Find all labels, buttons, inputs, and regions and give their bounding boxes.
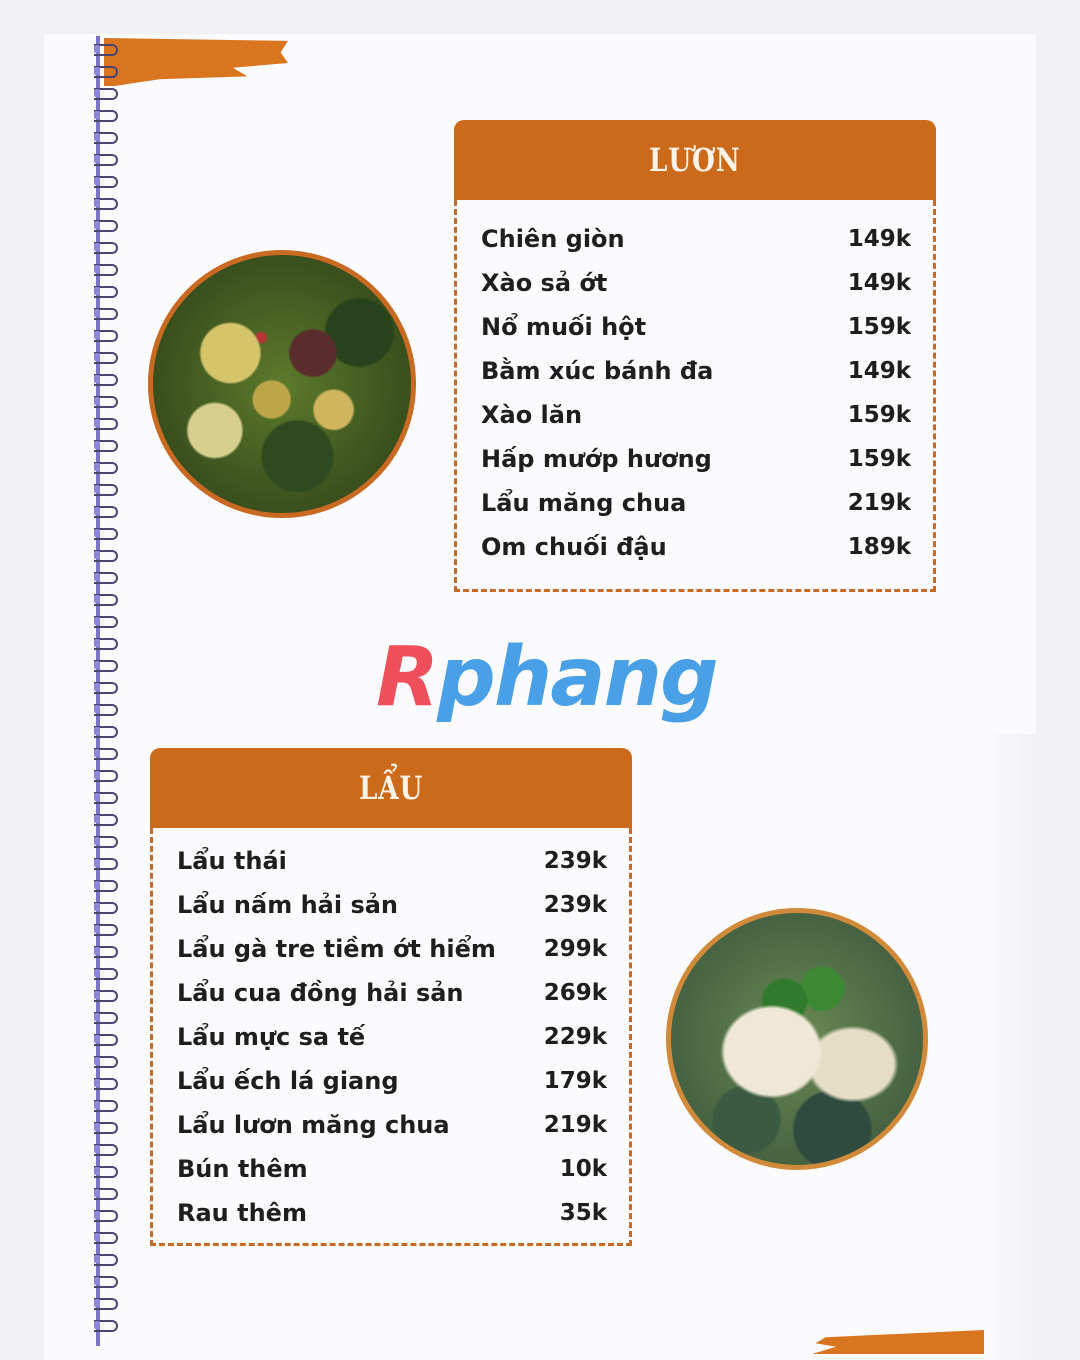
spiral-coil bbox=[94, 174, 120, 186]
item-name: Lẩu gà tre tiềm ớt hiểm bbox=[177, 935, 496, 963]
spiral-coil bbox=[94, 1252, 120, 1264]
spiral-coil bbox=[94, 1296, 120, 1308]
spiral-coil bbox=[94, 350, 120, 362]
item-price: 149k bbox=[847, 358, 911, 384]
section-luon-list bbox=[454, 200, 936, 592]
spiral-coil bbox=[94, 768, 120, 780]
item-name: Bằm xúc bánh đa bbox=[481, 357, 714, 385]
spiral-coil bbox=[94, 1076, 120, 1088]
spiral-coil bbox=[94, 812, 120, 824]
spiral-coil bbox=[94, 1098, 120, 1110]
spiral-coil bbox=[94, 1318, 120, 1330]
menu-item bbox=[481, 353, 911, 389]
watermark-logo bbox=[376, 628, 716, 728]
spiral-coil bbox=[94, 86, 120, 98]
spiral-coil bbox=[94, 42, 120, 54]
spiral-coil bbox=[94, 394, 120, 406]
menu-item bbox=[481, 485, 911, 521]
menu-item bbox=[481, 221, 911, 257]
item-price: 10k bbox=[559, 1156, 607, 1182]
menu-item bbox=[177, 1195, 607, 1231]
spiral-coil bbox=[94, 790, 120, 802]
menu-item bbox=[481, 265, 911, 301]
spiral-coil bbox=[94, 856, 120, 868]
spiral-coil bbox=[94, 482, 120, 494]
spiral-coil bbox=[94, 966, 120, 978]
spiral-coil bbox=[94, 922, 120, 934]
spiral-coil bbox=[94, 64, 120, 76]
item-price: 219k bbox=[543, 1112, 607, 1138]
section-luon bbox=[454, 120, 936, 594]
section-lau-list bbox=[150, 828, 632, 1246]
spiral-coil bbox=[94, 284, 120, 296]
spiral-coil bbox=[94, 724, 120, 736]
item-price: 229k bbox=[543, 1024, 607, 1050]
item-name: Om chuối đậu bbox=[481, 533, 667, 561]
page-shadow bbox=[984, 734, 1036, 1360]
section-luon-title: LƯƠN bbox=[649, 141, 741, 179]
item-name: Nổ muối hột bbox=[481, 313, 647, 341]
item-price: 35k bbox=[559, 1200, 607, 1226]
spiral-coil bbox=[94, 1120, 120, 1132]
spiral-coil bbox=[94, 218, 120, 230]
spiral-coil bbox=[94, 1208, 120, 1220]
spiral-coil bbox=[94, 900, 120, 912]
section-lau-header bbox=[150, 748, 632, 828]
spiral-coil bbox=[94, 1142, 120, 1154]
menu-item bbox=[481, 397, 911, 433]
spiral-coil bbox=[94, 240, 120, 252]
spiral-coil bbox=[94, 1054, 120, 1066]
item-name: Xào sả ớt bbox=[481, 269, 608, 297]
item-name: Lẩu nấm hải sản bbox=[177, 891, 399, 919]
hotpot-dish-photo bbox=[666, 908, 928, 1170]
item-price: 299k bbox=[543, 936, 607, 962]
item-price: 239k bbox=[543, 848, 607, 874]
spiral-coil bbox=[94, 834, 120, 846]
spiral-binding bbox=[94, 36, 128, 1346]
item-name: Lẩu măng chua bbox=[481, 489, 687, 517]
section-luon-header bbox=[454, 120, 936, 200]
spiral-coil bbox=[94, 746, 120, 758]
spiral-coil bbox=[94, 196, 120, 208]
menu-item bbox=[177, 1063, 607, 1099]
logo-part2: phang bbox=[437, 630, 717, 725]
logo-part1: R bbox=[376, 630, 438, 725]
spiral-coil bbox=[94, 570, 120, 582]
item-price: 189k bbox=[847, 534, 911, 560]
item-price: 149k bbox=[847, 226, 911, 252]
spiral-coil bbox=[94, 1274, 120, 1286]
spiral-coil bbox=[94, 526, 120, 538]
menu-item bbox=[481, 529, 911, 565]
spiral-coil bbox=[94, 372, 120, 384]
menu-item bbox=[177, 843, 607, 879]
menu-item bbox=[177, 1107, 607, 1143]
menu-item bbox=[481, 441, 911, 477]
spiral-coil bbox=[94, 306, 120, 318]
menu-item bbox=[177, 887, 607, 923]
eel-dish-photo bbox=[148, 250, 416, 518]
spiral-coil bbox=[94, 460, 120, 472]
spiral-coil bbox=[94, 504, 120, 516]
item-name: Lẩu lươn măng chua bbox=[177, 1111, 450, 1139]
spiral-coil bbox=[94, 636, 120, 648]
menu-item bbox=[177, 975, 607, 1011]
item-name: Lẩu thái bbox=[177, 847, 287, 875]
item-price: 179k bbox=[543, 1068, 607, 1094]
spiral-coil bbox=[94, 548, 120, 560]
item-name: Lẩu cua đồng hải sản bbox=[177, 979, 464, 1007]
item-name: Chiên giòn bbox=[481, 225, 625, 253]
menu-item bbox=[481, 309, 911, 345]
item-name: Xào lăn bbox=[481, 401, 583, 429]
spiral-coil bbox=[94, 592, 120, 604]
item-price: 149k bbox=[847, 270, 911, 296]
item-name: Bún thêm bbox=[177, 1155, 308, 1183]
spiral-coil bbox=[94, 944, 120, 956]
menu-item bbox=[177, 931, 607, 967]
spiral-coil bbox=[94, 1032, 120, 1044]
section-lau bbox=[150, 748, 632, 1248]
spiral-coil bbox=[94, 1164, 120, 1176]
spiral-coil bbox=[94, 152, 120, 164]
item-price: 239k bbox=[543, 892, 607, 918]
item-price: 219k bbox=[847, 490, 911, 516]
spiral-coil bbox=[94, 658, 120, 670]
menu-item bbox=[177, 1019, 607, 1055]
spiral-coil bbox=[94, 416, 120, 428]
spiral-coil bbox=[94, 328, 120, 340]
spiral-coil bbox=[94, 988, 120, 1000]
item-name: Lẩu ếch lá giang bbox=[177, 1067, 399, 1095]
section-lau-title: LẨU bbox=[358, 769, 424, 807]
item-name: Lẩu mực sa tế bbox=[177, 1023, 366, 1051]
spiral-coil bbox=[94, 614, 120, 626]
spiral-coil bbox=[94, 1230, 120, 1242]
spiral-coil bbox=[94, 878, 120, 890]
spiral-coil bbox=[94, 702, 120, 714]
spiral-coil bbox=[94, 1010, 120, 1022]
item-name: Rau thêm bbox=[177, 1199, 307, 1227]
item-name: Hấp mướp hương bbox=[481, 445, 712, 473]
item-price: 159k bbox=[847, 446, 911, 472]
menu-item bbox=[177, 1151, 607, 1187]
spiral-coil bbox=[94, 1186, 120, 1198]
spiral-coil bbox=[94, 262, 120, 274]
item-price: 159k bbox=[847, 314, 911, 340]
spiral-coil bbox=[94, 108, 120, 120]
item-price: 159k bbox=[847, 402, 911, 428]
spiral-coil bbox=[94, 438, 120, 450]
spiral-coil bbox=[94, 130, 120, 142]
item-price: 269k bbox=[543, 980, 607, 1006]
spiral-coil bbox=[94, 680, 120, 692]
